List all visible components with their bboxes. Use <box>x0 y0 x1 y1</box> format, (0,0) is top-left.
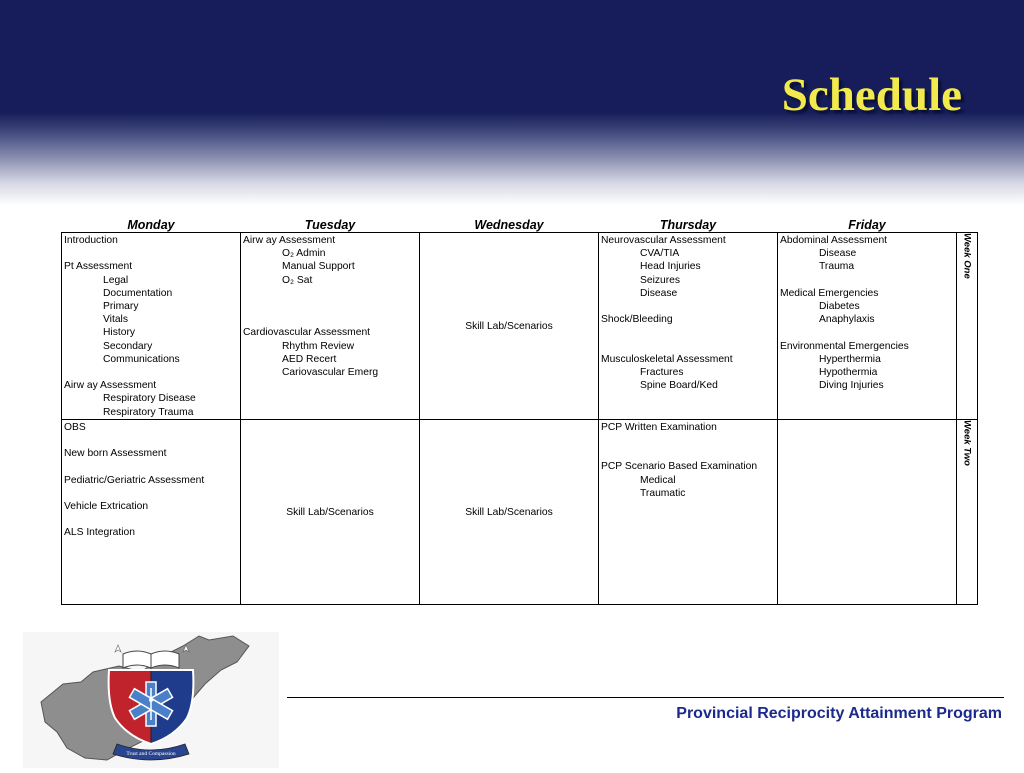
schedule-subtopic: Trauma <box>819 261 855 273</box>
schedule-subtopic: History <box>103 327 136 339</box>
schedule-topic: PCP Written Examination <box>601 421 717 433</box>
schedule-subtopic: Hyperthermia <box>819 353 881 365</box>
blank-line <box>64 513 238 526</box>
schedule-subtopic: Anaphylaxis <box>819 314 875 326</box>
maple-leaf-icon <box>115 645 121 652</box>
schedule-topic: OBS <box>64 421 86 433</box>
schedule-subtopic: Disease <box>640 287 678 299</box>
crest-graphic <box>23 632 279 768</box>
schedule-topic: PCP Scenario Based Examination <box>601 461 758 473</box>
week-header-spacer <box>957 217 978 233</box>
schedule-subtopic: O₂ Sat <box>282 274 313 286</box>
week-two-label-cell <box>957 419 978 604</box>
schedule-subtopic: Manual Support <box>282 261 355 273</box>
schedule-subtopic: Rhythm Review <box>282 340 355 352</box>
cell-activity-label: Skill Lab/Scenarios <box>465 320 553 332</box>
blank-line <box>601 447 775 460</box>
week-one-label-cell <box>957 233 978 420</box>
week2-tuesday-cell <box>241 419 420 604</box>
schedule-subtopic: Respiratory Disease <box>103 393 196 405</box>
schedule-subtopic: Cariovascular Emerg <box>282 366 379 378</box>
week2-wednesday-cell <box>420 419 599 604</box>
day-header-tuesday: Tuesday <box>304 218 356 232</box>
blank-line <box>243 300 417 313</box>
page-title: Schedule <box>781 69 962 121</box>
week-one-row <box>62 233 978 420</box>
schedule-topic: Pediatric/Geriatric Assessment <box>64 474 205 486</box>
schedule-subtopic: Secondary <box>103 340 153 352</box>
paramedic-crest-logo <box>23 632 279 768</box>
schedule-subtopic: Communications <box>103 353 180 365</box>
schedule-subtopic: O₂ Admin <box>282 248 326 260</box>
schedule-topic: Neurovascular Assessment <box>601 235 726 246</box>
schedule-subtopic: Documentation <box>103 287 173 299</box>
schedule-subtopic: Medical <box>640 474 676 486</box>
week-one-label: Week One <box>961 233 973 279</box>
blank-line <box>243 287 417 300</box>
schedule-topic: Environmental Emergencies <box>780 340 909 352</box>
day-header-friday: Friday <box>848 218 886 232</box>
schedule-subtopic: AED Recert <box>282 353 337 365</box>
day-header-row <box>62 217 978 233</box>
schedule-subtopic: Legal <box>103 274 129 286</box>
motto-text: Trust and Compassion <box>126 751 176 757</box>
schedule-topic: New born Assessment <box>64 448 167 460</box>
schedule-topic: Musculoskeletal Assessment <box>601 353 733 365</box>
schedule-topic: Airw ay Assessment <box>64 380 157 392</box>
schedule-topic: Cardiovascular Assessment <box>243 327 371 339</box>
cell-activity-label: Skill Lab/Scenarios <box>465 506 553 518</box>
schedule-table <box>61 217 978 605</box>
schedule-subtopic: Fractures <box>640 366 684 378</box>
schedule-subtopic: Head Injuries <box>640 261 701 273</box>
week2-friday-cell <box>778 419 957 604</box>
schedule-subtopic: Hypothermia <box>819 367 878 378</box>
blank-line <box>601 340 775 353</box>
blank-line <box>601 326 775 339</box>
blank-line <box>601 434 775 447</box>
week1-wednesday-cell <box>420 233 599 420</box>
week1-monday-cell <box>62 233 241 420</box>
schedule-subtopic: Seizures <box>640 274 681 286</box>
schedule-subtopic: Respiratory Trauma <box>103 406 194 418</box>
motto-ribbon <box>113 744 189 760</box>
schedule-subtopic: Diabetes <box>819 301 860 312</box>
week-two-row <box>62 419 978 604</box>
blank-line <box>64 434 238 447</box>
blank-line <box>243 313 417 326</box>
blank-line <box>780 326 954 339</box>
schedule-subtopic: Traumatic <box>640 487 686 499</box>
week2-thursday-cell <box>599 419 778 604</box>
program-name: Provincial Reciprocity Attainment Program <box>676 705 1002 722</box>
day-header-wednesday: Wednesday <box>474 218 544 232</box>
blank-line <box>64 366 238 379</box>
schedule-topic: Introduction <box>64 235 118 246</box>
blank-line <box>64 247 238 260</box>
schedule-topic: ALS Integration <box>64 527 135 539</box>
footer-rule <box>287 697 1004 698</box>
schedule-topic: Shock/Bleeding <box>601 314 673 326</box>
week2-monday-cell <box>62 419 241 604</box>
schedule-subtopic: Primary <box>103 301 139 312</box>
schedule-subtopic: Spine Board/Ked <box>640 380 718 392</box>
schedule-topic: Pt Assessment <box>64 261 133 273</box>
week1-tuesday-cell <box>241 233 420 420</box>
schedule-topic: Abdominal Assessment <box>780 235 888 246</box>
schedule-topic: Airw ay Assessment <box>243 235 336 246</box>
cell-activity-label: Skill Lab/Scenarios <box>286 506 374 518</box>
blank-line <box>601 300 775 313</box>
schedule-subtopic: CVA/TIA <box>640 248 680 260</box>
blank-line <box>64 487 238 500</box>
week1-thursday-cell <box>599 233 778 420</box>
day-header-thursday: Thursday <box>659 218 717 232</box>
open-book-icon <box>123 651 179 668</box>
schedule-subtopic: Diving Injuries <box>819 380 884 392</box>
blank-line <box>780 274 954 287</box>
day-header-monday: Monday <box>127 218 175 232</box>
schedule-topic: Medical Emergencies <box>780 287 879 299</box>
blank-line <box>64 460 238 473</box>
schedule-subtopic: Disease <box>819 248 857 260</box>
week1-friday-cell <box>778 233 957 420</box>
schedule-subtopic: Vitals <box>103 314 128 326</box>
schedule-topic: Vehicle Extrication <box>64 500 149 512</box>
week-two-label: Week Two <box>961 419 973 466</box>
